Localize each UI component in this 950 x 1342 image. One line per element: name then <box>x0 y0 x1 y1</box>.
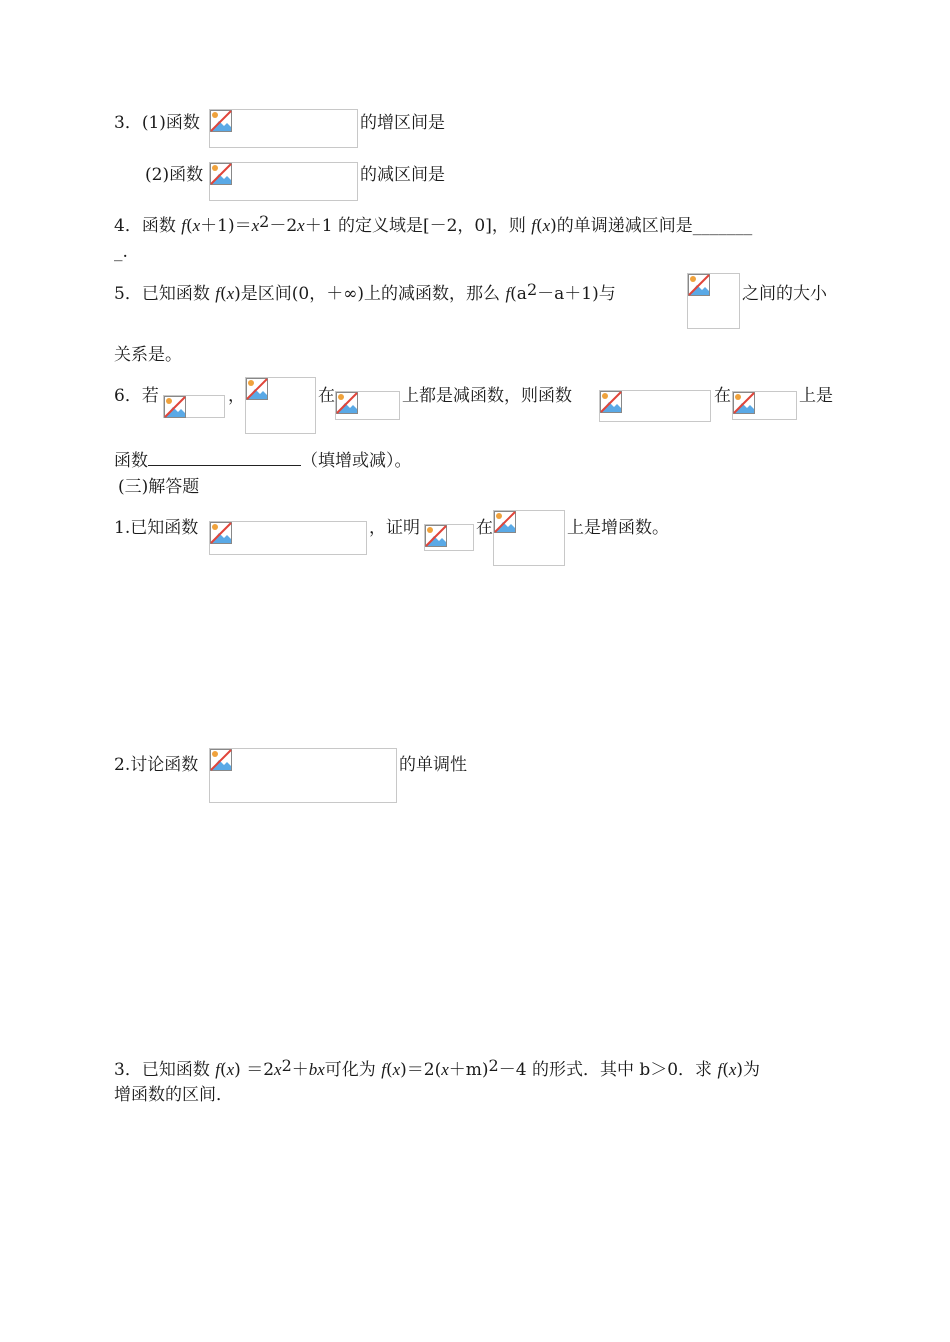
q6-t4: 上都是减函数，则函数 <box>402 386 572 406</box>
q6-t5: 在 <box>714 386 731 406</box>
q5-line1-end: 之间的大小 <box>742 284 827 304</box>
q5-line1: 5．已知函数 f(x)是区间(0，＋∞)上的减函数，那么 $f(a^2-a+1)$与 <box>114 280 616 304</box>
broken-image-icon <box>210 749 232 771</box>
broken-image-icon <box>210 110 232 132</box>
formula-image <box>163 395 225 418</box>
formula-image <box>599 390 711 422</box>
broken-image-icon <box>336 392 358 414</box>
a3-line2: 增函数的区间． <box>114 1085 233 1105</box>
formula-image <box>335 391 400 420</box>
a1-t4: 上是增函数。 <box>567 518 669 538</box>
q4-line2: _. <box>114 242 128 262</box>
formula-image <box>245 377 316 434</box>
formula-image <box>209 162 358 201</box>
q5-line2: 关系是。 <box>114 345 182 365</box>
broken-image-icon <box>688 274 710 296</box>
broken-image-icon <box>164 396 186 418</box>
broken-image-icon <box>733 392 755 414</box>
a3-line1: 3．已知函数 $f(x) =2x^2+bx$可化为 $f(x)=2(x+m)^2-4$ 的形式．其中 b＞0．求 f(x)为 <box>114 1056 761 1080</box>
q3-part2-prefix: (2)函数 <box>145 165 204 185</box>
formula-image <box>687 273 740 329</box>
q4-line1: 4．函数 $f(x+1)=x^2-2x+1$ 的定义域是[－2，0]，则 f(x)的单调递减区间是_______ <box>114 212 753 236</box>
q3-part1-prefix: 3．(1)函数 <box>114 113 200 133</box>
formula-image <box>493 510 565 566</box>
formula-image <box>424 524 474 551</box>
broken-image-icon <box>600 391 622 413</box>
broken-image-icon <box>425 525 447 547</box>
formula-image <box>732 391 797 420</box>
formula-image <box>209 748 397 803</box>
broken-image-icon <box>246 378 268 400</box>
a1-t2: ，证明 <box>369 518 420 538</box>
q3-part1-suffix: 的增区间是 <box>360 113 445 133</box>
q6-t6: 上是 <box>799 386 833 406</box>
broken-image-icon <box>494 511 516 533</box>
q6-t2: ， <box>228 386 245 406</box>
a1-t3: 在 <box>476 518 493 538</box>
a2-t2: 的单调性 <box>399 755 467 775</box>
q3-part2-suffix: 的减区间是 <box>360 165 445 185</box>
q6-t3: 在 <box>318 386 335 406</box>
section-title: (三)解答题 <box>118 477 200 497</box>
a2-t1: 2.讨论函数 <box>114 755 199 775</box>
broken-image-icon <box>210 163 232 185</box>
formula-image <box>209 521 367 555</box>
q6-line2: 函数 （填增或减）。 <box>114 451 412 471</box>
q6-t1: 6．若 <box>114 386 159 406</box>
answer-blank <box>148 451 301 466</box>
broken-image-icon <box>210 522 232 544</box>
a1-t1: 1.已知函数 <box>114 518 199 538</box>
formula-image <box>209 109 358 148</box>
